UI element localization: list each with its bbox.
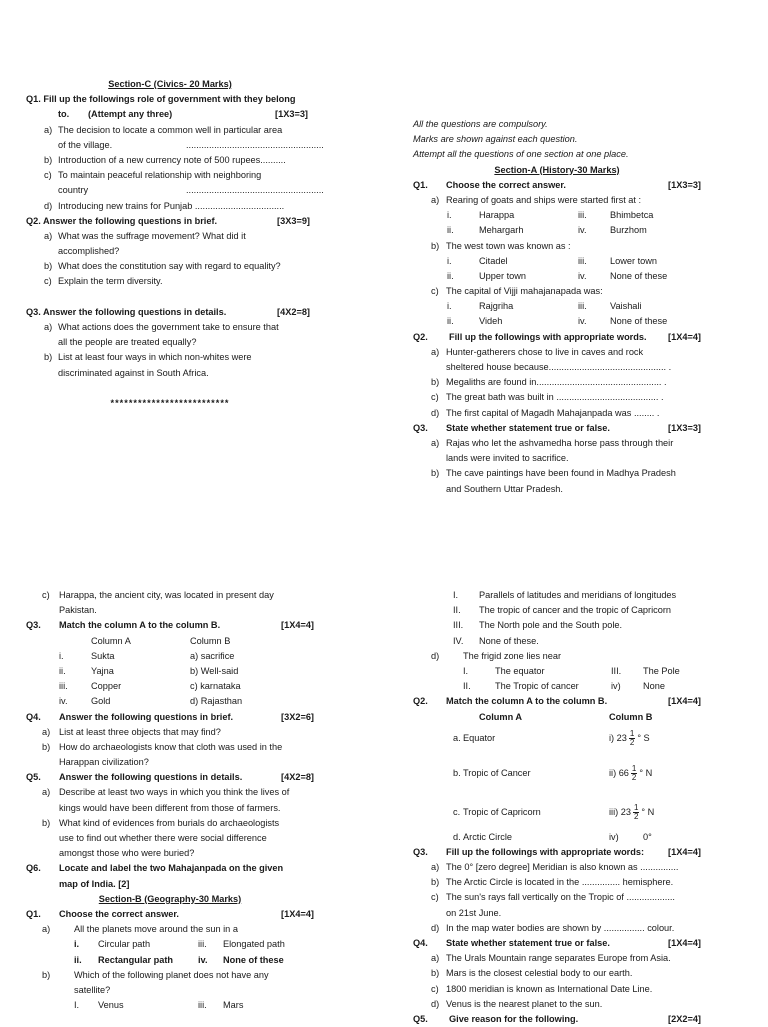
civics-q1-c: c) To maintain peaceful relationship with neighboring [44, 170, 262, 181]
history-q6-title-cont: map of India. [2] [59, 878, 130, 889]
history-q2-a-cont: sheltered house because.............................................. . [446, 362, 672, 372]
geo-option-3: III. The North pole and the South pole. [453, 620, 623, 631]
civics-q3-a-cont: all the people are treated equally? [58, 337, 197, 348]
civics-q1-title-cont: to. (Attempt any three) [1X3=3] [58, 109, 308, 120]
history-q4-title: Q4. Answer the following questions in brief. [3X2=6] [26, 711, 314, 722]
civics-q2-a-cont: accomplished? [58, 246, 120, 257]
history-q5-a-cont: kings would have been different from those of farmers. [59, 802, 281, 813]
geo-q4-b: b) Mars is the closest celestial body to our earth. [431, 968, 633, 979]
history-q1-c: c) The capital of Vijji mahajanapada was: [431, 286, 603, 297]
geo-match-row: d. Arctic Circle iv) 0° [453, 831, 652, 842]
history-q2-d: d) The first capital of Magadh Mahajanpada was ........ . [431, 407, 660, 418]
history-q1-title: Q1. Choose the correct answer. [1X3=3] [413, 179, 701, 190]
geo-q1-b: b) Which of the following planet does not have any [42, 969, 269, 980]
geo-q1-a-opts-1: i. Circular path iii. Elongated path [74, 939, 285, 950]
geo-q1-d: d) The frigid zone lies near [431, 650, 562, 661]
history-q3-a-cont: lands were invited to sacrifice. [446, 453, 569, 464]
top-left-column [26, 77, 324, 411]
history-q1-b: b) The west town was known as : [431, 240, 571, 251]
history-q1-c-opts-1: i. Rajgriha iii. Vaishali [447, 301, 642, 312]
history-q1-c-harappa: c) Harappa, the ancient city, was located in present day [42, 590, 274, 600]
history-q1-c-opts-2: ii. Videh iv. None of these [447, 316, 668, 327]
civics-q2-a: a) What was the suffrage movement? What did it [44, 230, 246, 241]
instruction-2: Marks are shown against each question. [413, 134, 578, 145]
history-q3-title: Q3. State whether statement true or false. [1X3=3] [413, 422, 701, 433]
geo-q4-c: c) 1800 meridian is known as International Date Line. [431, 983, 653, 994]
geo-q2-title: Q2. Match the column A to the column B. [1X4=4] [413, 696, 701, 707]
history-q1-b-opts-2: ii. Upper town iv. None of these [447, 270, 668, 281]
history-q1-a-opts-1: i. Harappa iii. Bhimbetca [447, 210, 654, 221]
history-q3-a: a) Rajas who let the ashvamedha horse pass through their [431, 437, 674, 448]
history-q5-b: b) What kind of evidences from burials do archaeologists [42, 817, 280, 828]
geo-match-row: c. Tropic of Capricorn iii) 23 $\frac{1}{2}$ ° N [453, 802, 655, 821]
history-q2-title: Q2. Fill up the followings with appropriate words. [1X4=4] [413, 331, 701, 342]
civics-q1-a-cont: of the village. ...................................................... [58, 139, 324, 150]
history-q4-a: a) List at least three objects that may find? [42, 726, 221, 737]
civics-q3-title: Q3. Answer the following questions in details. [4X2=8] [26, 306, 310, 317]
section-c-heading: Section-C (Civics- 20 Marks) [108, 79, 232, 89]
history-q1-c-harappa-cont: Pakistan. [59, 605, 97, 616]
civics-q1-d: d) Introducing new trains for Punjab ................................... [44, 200, 285, 211]
history-q5-b-cont2: amongst those who were buried? [59, 848, 195, 859]
history-q1-b-opts-1: i. Citadel iii. Lower town [447, 255, 657, 266]
history-q1-a: a) Rearing of goats and ships were started first at : [431, 194, 642, 205]
history-q5-a: a) Describe at least two ways in which you think the lives of [42, 787, 290, 798]
geo-match-row: b. Tropic of Cancer ii) 66 $\frac{1}{2}$ ° N [453, 763, 653, 782]
geo-q3-d: d) In the map water bodies are shown by ................ colour. [431, 922, 675, 933]
geo-match-row: a. Equator i) 23 $\frac{1}{2}$ ° S [453, 728, 650, 747]
civics-q3-a: a) What actions does the government take to ensure that [44, 322, 279, 332]
civics-q1-title: Q1. Fill up the followings role of government with they belong [26, 94, 296, 105]
bottom-left-column [26, 588, 314, 1013]
history-q3-b: b) The cave paintings have been found in Madhya Pradesh [431, 468, 676, 479]
civics-q2-title: Q2. Answer the following questions in brief. [3X3=9] [26, 215, 310, 226]
top-right-column [413, 117, 701, 497]
history-q5-title: Q5. Answer the following questions in details. [4X2=8] [26, 772, 314, 783]
civics-q1-a: a) The decision to locate a common well in particular area [44, 124, 283, 135]
geo-q3-c: c) The sun's rays fall vertically on the Tropic of ................... [431, 892, 675, 903]
civics-q2-c: c) Explain the term diversity. [44, 276, 163, 287]
section-a-heading: Section-A (History-30 Marks) [494, 164, 620, 175]
geo-q5-title: Q5. Give reason for the following. [2X2=4] [413, 1013, 701, 1024]
civics-q1-b: b) Introduction of a new currency note of 500 rupees.......... [44, 154, 286, 165]
geo-q3-a: a) The 0° [zero degree] Meridian is also known as ............... [431, 862, 679, 873]
geo-q4-d: d) Venus is the nearest planet to the sun. [431, 998, 603, 1009]
geo-q3-title: Q3. Fill up the followings with appropriate words: [1X4=4] [413, 846, 701, 857]
instruction-3: Attempt all the questions of one section at one place. [413, 149, 629, 160]
history-match-row: i. Sukta a) sacrifice [59, 650, 235, 661]
civics-q3-b-cont: discriminated against in South Africa. [58, 367, 209, 378]
bottom-right-column [413, 588, 701, 1027]
geo-q1-a: a) All the planets move around the sun in a [42, 924, 238, 935]
geo-option-2: II. The tropic of cancer and the tropic of Capricorn [453, 605, 672, 616]
geo-q1-b-cont: satellite? [74, 984, 111, 995]
geo-q1-a-opts-2: ii. Rectangular path iv. None of these [74, 954, 284, 965]
history-match-row: iii. Copper c) karnataka [59, 681, 241, 692]
geo-option-4: IV. None of these. [453, 635, 539, 646]
history-q6-title: Q6. Locate and label the two Mahajanpada on the given [26, 863, 284, 874]
history-match-headers: Column A Column B [91, 635, 231, 646]
geo-match-headers: Column A Column B [479, 711, 653, 722]
history-q4-b-cont: Harappan civilization? [59, 757, 149, 768]
geo-q3-c-cont: on 21st June. [446, 907, 502, 918]
history-q2-c: c) The great bath was built in ........................................ . [431, 392, 664, 403]
geo-q1-title: Q1. Choose the correct answer. [1X4=4] [26, 908, 314, 919]
geo-q1-b-opts-1: I. Venus iii. Mars [74, 1000, 244, 1011]
history-q3-match-title: Q3. Match the column A to the column B. [1X4=4] [26, 620, 314, 631]
geo-q1-d-opts-2: II. The Tropic of cancer iv) None [463, 681, 665, 692]
history-match-row: iv. Gold d) Rajasthan [59, 696, 243, 707]
history-q2-b: b) Megaliths are found in................................................. . [431, 377, 667, 388]
history-match-row: ii. Yajna b) Well-said [59, 665, 239, 676]
history-q2-a: a) Hunter-gatherers chose to live in caves and rock [431, 346, 644, 357]
history-q1-a-opts-2: ii. Mehargarh iv. Burzhom [447, 225, 647, 236]
history-q5-b-cont: use to find out whether there were social difference [59, 833, 267, 843]
geo-option-1: I. Parallels of latitudes and meridians of longitudes [453, 590, 677, 600]
geo-q3-b: b) The Arctic Circle is located in the ............... hemisphere. [431, 877, 674, 888]
civics-q2-b: b) What does the constitution say with regard to equality? [44, 261, 281, 272]
history-q4-b: b) How do archaeologists know that cloth was used in the [42, 741, 283, 752]
instruction-1: All the questions are compulsory. [413, 119, 548, 129]
geo-q4-title: Q4. State whether statement true or false. [1X4=4] [413, 938, 701, 948]
geo-q1-d-opts-1: I. The equator III. The Pole [463, 665, 680, 676]
history-q3-b-cont: and Southern Uttar Pradesh. [446, 483, 563, 494]
section-b-heading: Section-B (Geography-30 Marks) [98, 893, 242, 904]
end-stars: ************************** [110, 397, 230, 408]
civics-q1-c-cont: country ...................................................... [58, 185, 324, 196]
civics-q3-b: b) List at least four ways in which non-whites were [44, 352, 252, 363]
geo-q4-a: a) The Urals Mountain range separates Europe from Asia. [431, 953, 671, 964]
